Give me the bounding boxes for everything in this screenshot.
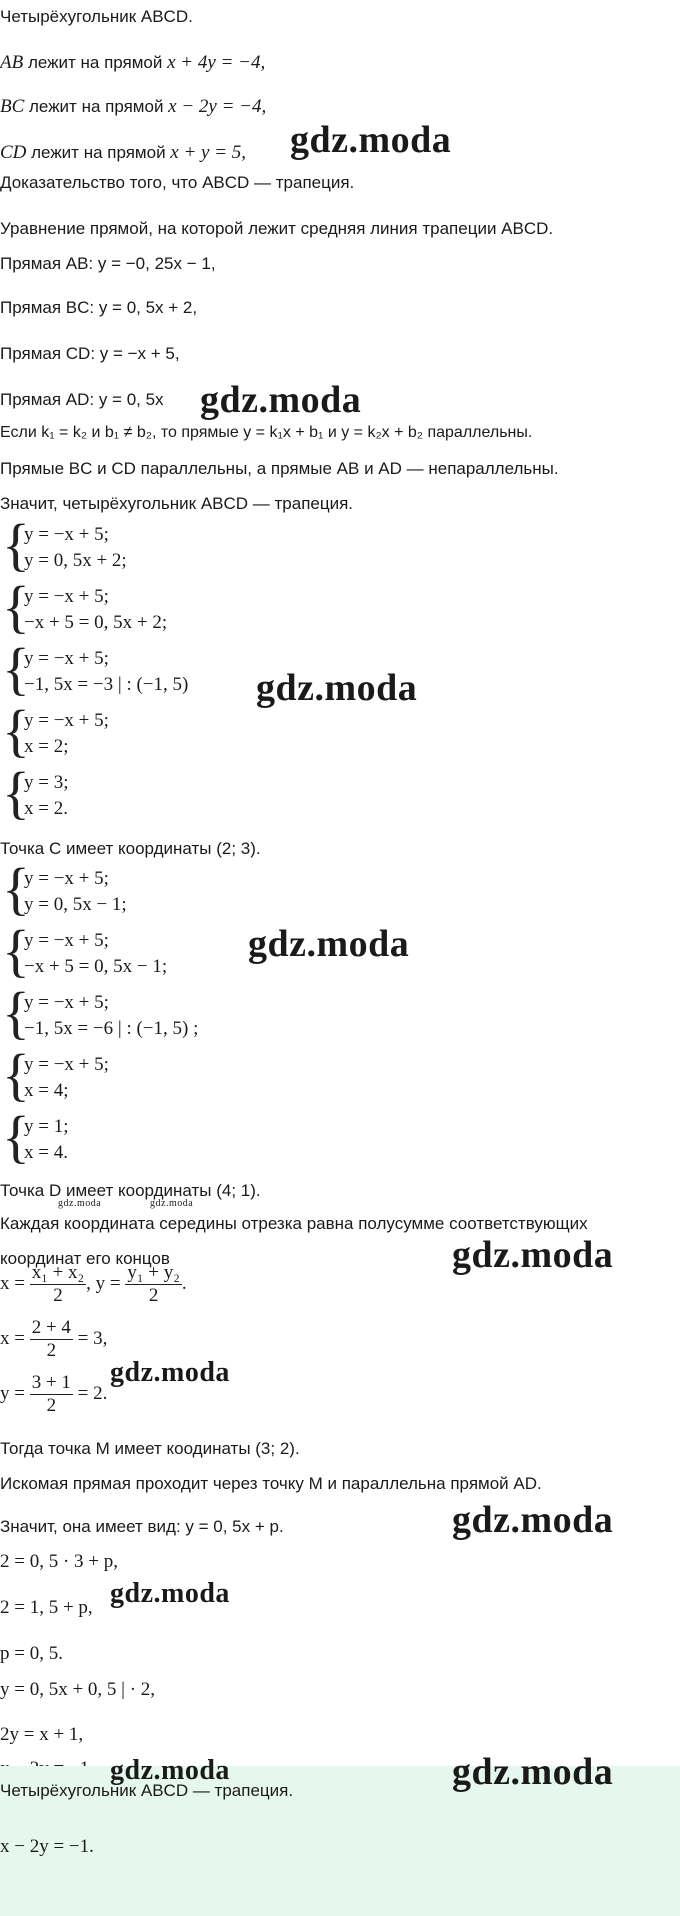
line-cd: Прямая CD: y = −x + 5, (0, 344, 180, 363)
midpoint-rule-2: координат его концов (0, 1249, 170, 1268)
watermark-small: gdz.moda (58, 1198, 102, 1209)
watermark-logo: gdz.moda (110, 1755, 230, 1786)
line-form: Значит, она имеет вид: y = 0, 5x + p. (0, 1517, 284, 1536)
brace-icon: { (2, 512, 30, 577)
watermark-logo: gdz.moda (248, 923, 410, 965)
watermark-logo: gdz.moda (110, 1357, 230, 1388)
brace-icon: { (2, 574, 30, 639)
solution-page: Четырёхугольник ABCD. AB лежит на прямой x + 4y = −4, BC лежит на прямой x − 2y = −4, CD лежит на прямой x + y = 5, Доказательство того, что ABCD — трапеция. Уравнение прямой, на которой лежит средняя линия трапеции ABCD. Прямая AB: y = −0, 25x − 1, Прямая BC: y = 0, 5x + 2, Прямая CD: y = −x + 5, Прямая AD: y = 0, 5x Если k₁ = k₂ и b₁ ≠ b₂, то прямые y = k₁x + b₁ и y = k₂x + b₂ параллельны. Прямые BC и CD параллельны, а прямые AB и AD — непараллельны. Значит, четырёхугольник ABCD — трапеция. { y = −x + 5; y = 0, 5x + 2; { y = −x + 5; −x + 5 = 0, 5x + 2; { y = −x + 5; −1, 5x = −3 | : (−1, 5) { y = −x + 5; x = 2; { y = 3; x = 2. Точка C имеет координаты (2; 3). { y = −x + 5; y = 0, 5x − 1; { y = −x + 5; −x + 5 = 0, 5x − 1; { y = −x + 5; −1, 5x = −6 | : (−1, 5) ; { y = −x + 5; x = 4; { y = 1; x = 4. Точка D имеет координаты (4; 1). Каждая координата середины отрезка равна полусумме соответствующих координат его концов x = $\frac{\text{x₁ + x₂}}{2}$ , y = $\frac{\text{y₁ + y₂}}{2}$ . x = $\frac{2 + 4}{2}$ = 3, y = $\frac{3 + 1}{2}$ = 2. Тогда точка M имеет коодинаты (3; 2). Искомая прямая проходит через точку M и параллельна прямой AD. Значит, она имеет вид: y = 0, 5x + p. 2 = 0, 5 · 3 + p, 2 = 1, 5 + p, p = 0, 5. y = 0, 5x + 0, 5 | · 2, 2y = x + 1, Четырёхугольник ABCD — трапеция. x − 2y = −1. gdz.moda gdz.moda gdz.moda gdz.moda gdz.moda gdz.moda gdz.moda gdz.moda gdz.moda gdz.moda gdz.moda gdz.moda (0, 0, 680, 1916)
brace-icon: { (2, 980, 30, 1045)
brace-icon: { (2, 856, 30, 921)
task-prove: Доказательство того, что ABCD — трапеция. (0, 173, 355, 192)
midpoint-y-calc: y = $\frac{3 + 1}{2}$ = 2. (0, 1372, 108, 1417)
midpoint-formula: x = $\frac{\text{x₁ + x₂}}{2}$ , y = $\frac{\text{y₁ + y₂}}{2}$ . (0, 1262, 187, 1307)
step-4: y = 0, 5x + 0, 5 | · 2, (0, 1679, 156, 1700)
trapezoid-conclusion: Значит, четырёхугольник ABCD — трапеция. (0, 494, 354, 513)
parallel-statement: Прямые BC и CD параллельны, а прямые AB и AD — непараллельны. (0, 459, 559, 478)
parallel-rule: Если k₁ = k₂ и b₁ ≠ b₂, то прямые y = k₁x + b₁ и y = k₂x + b₂ параллельны. (0, 424, 533, 441)
given-quadrilateral: Четырёхугольник ABCD. (0, 7, 193, 26)
given-ab: AB лежит на прямой x + 4y = −4, (0, 52, 266, 73)
fraction-y: $\frac{\text{y₁ + y₂}}{2}$ (127, 1262, 180, 1307)
watermark-logo: gdz.moda (452, 1234, 614, 1276)
point-d-result: Точка D имеет координаты (4; 1). (0, 1181, 261, 1200)
fraction-cy: $\frac{3 + 1}{2}$ (31, 1372, 71, 1417)
watermark-logo: gdz.moda (452, 1751, 614, 1793)
watermark-small: gdz.moda (150, 1198, 194, 1209)
answer-trapezoid: Четырёхугольник ABCD — трапеция. (0, 1781, 294, 1800)
watermark-logo: gdz.moda (200, 379, 362, 421)
brace-icon: { (2, 1104, 30, 1169)
midpoint-x-calc: x = $\frac{2 + 4}{2}$ = 3, (0, 1317, 108, 1362)
given-cd: CD лежит на прямой x + y = 5, (0, 142, 247, 163)
brace-icon: { (2, 698, 30, 763)
midpoint-rule-1: Каждая координата середины отрезка равна полусумме соответствующих (0, 1214, 588, 1233)
line-ad: Прямая AD: y = 0, 5x (0, 390, 164, 409)
task-midline: Уравнение прямой, на которой лежит средняя линия трапеции ABCD. (0, 219, 554, 238)
point-c-result: Точка C имеет координаты (2; 3). (0, 839, 261, 858)
fraction-x: $\frac{\text{x₁ + x₂}}{2}$ (31, 1262, 85, 1307)
step-3: p = 0, 5. (0, 1643, 63, 1664)
line-through-m: Искомая прямая проходит через точку M и параллельна прямой AD. (0, 1474, 542, 1493)
watermark-logo: gdz.moda (452, 1499, 614, 1541)
line-bc: Прямая BC: y = 0, 5x + 2, (0, 298, 198, 317)
watermark-logo: gdz.moda (110, 1578, 230, 1609)
line-ab: Прямая AB: y = −0, 25x − 1, (0, 254, 216, 273)
answer-equation: x − 2y = −1. (0, 1836, 94, 1857)
point-m-result: Тогда точка M имеет коодинаты (3; 2). (0, 1439, 300, 1458)
brace-icon: { (2, 760, 30, 825)
brace-icon: { (2, 636, 30, 701)
step-2: 2 = 1, 5 + p, (0, 1597, 93, 1618)
given-bc: BC лежит на прямой x − 2y = −4, (0, 96, 267, 117)
brace-icon: { (2, 1042, 30, 1107)
step-1: 2 = 0, 5 · 3 + p, (0, 1551, 119, 1572)
brace-icon: { (2, 918, 30, 983)
fraction-cx: $\frac{2 + 4}{2}$ (31, 1317, 71, 1362)
step-5: 2y = x + 1, (0, 1724, 84, 1745)
watermark-logo: gdz.moda (290, 119, 452, 161)
watermark-logo: gdz.moda (256, 667, 418, 709)
